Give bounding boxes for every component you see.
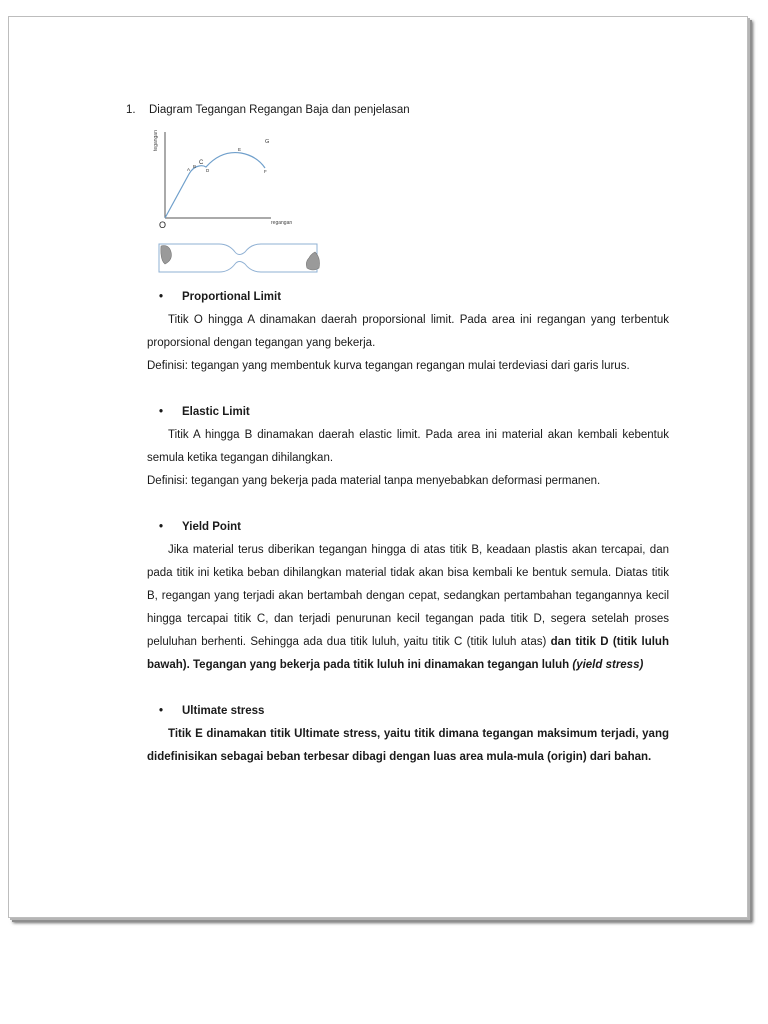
bullet-heading-text: Proportional Limit bbox=[182, 291, 282, 303]
bullet-heading bbox=[139, 700, 669, 723]
bullet-heading-text: Ultimate stress bbox=[182, 705, 265, 717]
section-paragraph: Titik A hingga B dinamakan daerah elastic limit. Pada area ini material akan kembali kebentuk semula ketika tegangan dihilangkan. bbox=[147, 429, 669, 464]
section-heading bbox=[126, 99, 669, 122]
section-ultimate-stress bbox=[139, 700, 669, 769]
point-g-label: G bbox=[265, 139, 270, 145]
document-page bbox=[8, 16, 748, 918]
document-content bbox=[126, 99, 669, 769]
bullet-dot: • bbox=[159, 521, 164, 533]
y-axis-label: tegangan bbox=[153, 130, 159, 151]
point-a-label: A bbox=[187, 167, 191, 172]
point-c-label: C bbox=[199, 160, 204, 166]
stress-strain-curve bbox=[165, 153, 265, 218]
point-e-label: E bbox=[238, 147, 242, 152]
point-f-label: F bbox=[264, 169, 267, 174]
point-b-label: B bbox=[193, 164, 197, 169]
bullet-dot: • bbox=[159, 705, 164, 717]
bullet-heading bbox=[139, 401, 669, 424]
section-paragraph: Titik O hingga A dinamakan daerah proporsional limit. Pada area ini regangan yang terbentuk proporsional dengan tegangan yang bekerja. bbox=[147, 314, 669, 349]
heading-title: Diagram Tegangan Regangan Baja dan penjelasan bbox=[149, 104, 410, 116]
section-elastic-limit bbox=[139, 401, 669, 493]
bullet-heading-text: Yield Point bbox=[182, 521, 241, 533]
tensile-specimen bbox=[159, 244, 317, 272]
stress-strain-diagram bbox=[149, 126, 329, 286]
x-axis-label: regangan bbox=[271, 220, 293, 226]
bullet-heading-text: Elastic Limit bbox=[182, 406, 250, 418]
section-definition: Definisi: tegangan yang bekerja pada material tanpa menyebabkan deformasi permanen. bbox=[147, 475, 601, 487]
origin-label: O bbox=[159, 220, 167, 230]
section-proportional-limit bbox=[139, 286, 669, 378]
bullet-heading bbox=[139, 286, 669, 309]
section-yield-point bbox=[139, 516, 669, 677]
heading-number: 1. bbox=[126, 104, 136, 116]
section-definition: Definisi: tegangan yang membentuk kurva tegangan regangan mulai terdeviasi dari garis lurus. bbox=[147, 360, 630, 372]
point-d-label: D bbox=[206, 168, 210, 173]
bullet-dot: • bbox=[159, 291, 164, 303]
stress-strain-figure bbox=[149, 126, 329, 286]
paragraph-bold-italic-text: (yield stress) bbox=[572, 659, 644, 671]
bullet-dot: • bbox=[159, 406, 164, 418]
section-paragraph: Titik E dinamakan titik Ultimate stress, yaitu titik dimana tegangan maksimum terjadi, yang didefinisikan sebagai beban terbesar dibagi dengan luas area mula-mula (origin) dari bahan. bbox=[147, 728, 669, 763]
section-paragraph bbox=[139, 539, 669, 677]
bullet-heading bbox=[139, 516, 669, 539]
paragraph-normal-text: Jika material terus diberikan tegangan hingga di atas titik B, keadaan plastis akan tercapai, dan pada titik ini ketika beban dihilangkan material tidak akan bisa kembali ke bentuk semula. Diatas titik B, regangan yang terjadi akan bertambah dengan cepat, sedangkan pertambahan tegangannya kecil hingga tercapai titik C, dan terjadi penurunan kecil tegangan pada titik D, segera setelah proses peluluhan berhenti. Sehingga ada dua titik luluh, yaitu titik C (titik luluh atas) bbox=[147, 544, 669, 648]
paragraph-bold-text: dan titik D (titik luluh bawah). Tegangan yang bekerja pada titik luluh ini dinamakan tegangan luluh bbox=[147, 636, 669, 671]
